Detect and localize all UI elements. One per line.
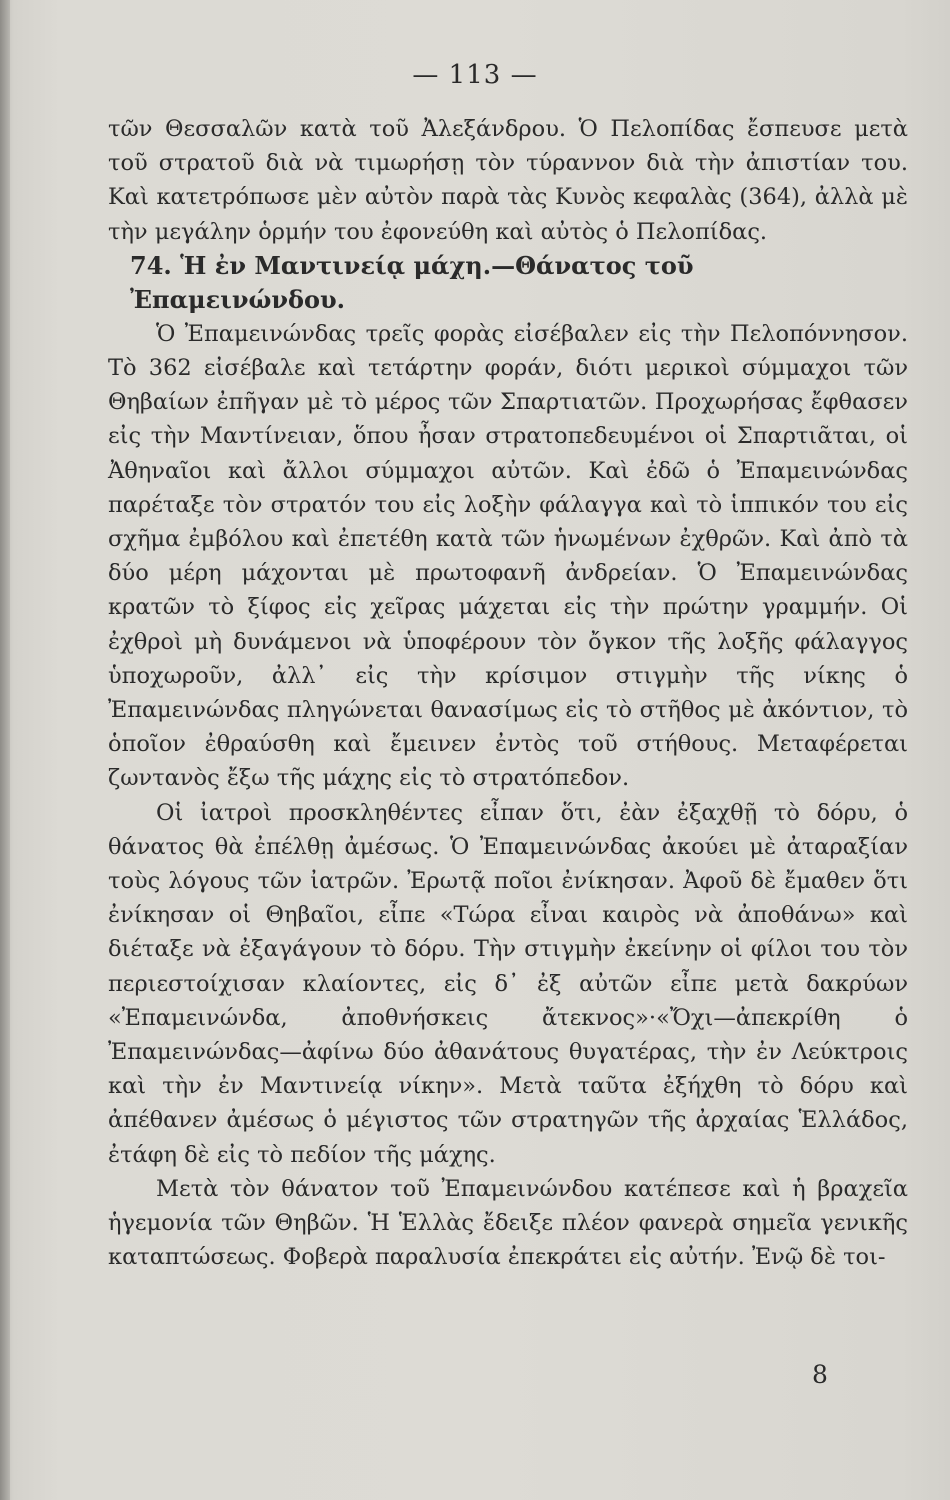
section-number: 74.: [130, 250, 172, 280]
section-title: Ἡ ἐν Μαντινείᾳ μάχη.—Θάνατος τοῦ Ἐπαμεινώνδου.: [130, 250, 694, 314]
body-text: [108, 112, 908, 1275]
signature-mark: 8: [812, 1360, 828, 1389]
paragraph-4: Μετὰ τὸν θάνατον τοῦ Ἐπαμεινώνδου κατέπεσε καὶ ἡ βραχεῖα ἡγεμονία τῶν Θηβῶν. Ἡ Ἑλλὰς ἔδειξε πλέον φανερὰ σημεῖα γενικῆς καταπτώσεως. Φοβερὰ παραλυσία ἐπεκράτει εἰς αὐτήν. Ἐνῷ δὲ τοι-: [108, 1175, 908, 1271]
binding-edge: [0, 0, 10, 1500]
section-heading: [108, 249, 908, 317]
page-number: — 113 —: [412, 60, 538, 90]
paragraph-1: τῶν Θεσσαλῶν κατὰ τοῦ Ἀλεξάνδρου. Ὁ Πελοπίδας ἔσπευσε μετὰ τοῦ στρατοῦ διὰ νὰ τιμωρήσῃ τὸν τύραννον διὰ τὴν ἀπιστίαν του. Καὶ κατετρόπωσε μὲν αὐτὸν παρὰ τὰς Κυνὸς κεφαλὰς (364), ἀλλὰ μὲ τὴν μεγάλην ὁρμήν του ἐφονεύθη καὶ αὐτὸς ὁ Πελοπίδας.: [108, 116, 908, 245]
paragraph-2: Ὁ Ἐπαμεινώνδας τρεῖς φορὰς εἰσέβαλεν εἰς τὴν Πελοπόννησον. Τὸ 362 εἰσέβαλε καὶ τετάρτην φοράν, διότι μερικοὶ σύμμαχοι τῶν Θηβαίων ἐπῆγαν μὲ τὸ μέρος τῶν Σπαρτιατῶν. Προχωρήσας ἔφθασεν εἰς τὴν Μαντίνειαν, ὅπου ἦσαν στρατοπεδευμένοι οἱ Σπαρτιᾶται, οἱ Ἀθηναῖοι καὶ ἄλλοι σύμμαχοι αὐτῶν. Καὶ ἐδῶ ὁ Ἐπαμεινώνδας παρέταξε τὸν στρατόν του εἰς λοξὴν φάλαγγα καὶ τὸ ἱππικόν του εἰς σχῆμα ἐμβόλου καὶ ἐπετέθη κατὰ τῶν ἡνωμένων ἐχθρῶν. Καὶ ἀπὸ τὰ δύο μέρη μάχονται μὲ πρωτοφανῆ ἀνδρείαν. Ὁ Ἐπαμεινώνδας κρατῶν τὸ ξίφος εἰς χεῖρας μάχεται εἰς τὴν πρώτην γραμμήν. Οἱ ἐχθροὶ μὴ δυνάμενοι νὰ ὑποφέρουν τὸν ὄγκον τῆς λοξῆς φάλαγγος ὑποχωροῦν, ἀλλ᾽ εἰς τὴν κρίσιμον στιγμὴν τῆς νίκης ὁ Ἐπαμεινώνδας πληγώνεται θανασίμως εἰς τὸ στῆθος μὲ ἀκόντιον, τὸ ὁποῖον ἐθραύσθη καὶ ἔμεινεν ἐντὸς τοῦ στήθους. Μεταφέρεται ζωντανὸς ἔξω τῆς μάχης εἰς τὸ στρατόπεδον.: [108, 320, 908, 792]
paragraph-3: Οἱ ἰατροὶ προσκληθέντες εἶπαν ὅτι, ἐὰν ἐξαχθῇ τὸ δόρυ, ὁ θάνατος θὰ ἐπέλθῃ ἀμέσως. Ὁ Ἐπαμεινώνδας ἀκούει μὲ ἀταραξίαν τοὺς λόγους τῶν ἰατρῶν. Ἐρωτᾷ ποῖοι ἐνίκησαν. Ἀφοῦ δὲ ἔμαθεν ὅτι ἐνίκησαν οἱ Θηβαῖοι, εἶπε «Τώρα εἶναι καιρὸς νὰ ἀποθάνω» καὶ διέταξε νὰ ἐξαγάγουν τὸ δόρυ. Τὴν στιγμὴν ἐκείνην οἱ φίλοι του τὸν περιεστοίχισαν κλαίοντες, εἰς δ᾽ ἐξ αὐτῶν εἶπε μετὰ δακρύων «Ἐπαμεινώνδα, ἀποθνήσκεις ἄτεκνος»·«Ὄχι—ἀπεκρίθη ὁ Ἐπαμεινώνδας—ἀφίνω δύο ἀθανάτους θυγατέρας, τὴν ἐν Λεύκτροις καὶ τὴν ἐν Μαντινείᾳ νίκην». Μετὰ ταῦτα ἐξήχθη τὸ δόρυ καὶ ἀπέθανεν ἀμέσως ὁ μέγιστος τῶν στρατηγῶν τῆς ἀρχαίας Ἑλλάδος, ἐτάφη δὲ εἰς τὸ πεδίον τῆς μάχης.: [108, 799, 908, 1168]
